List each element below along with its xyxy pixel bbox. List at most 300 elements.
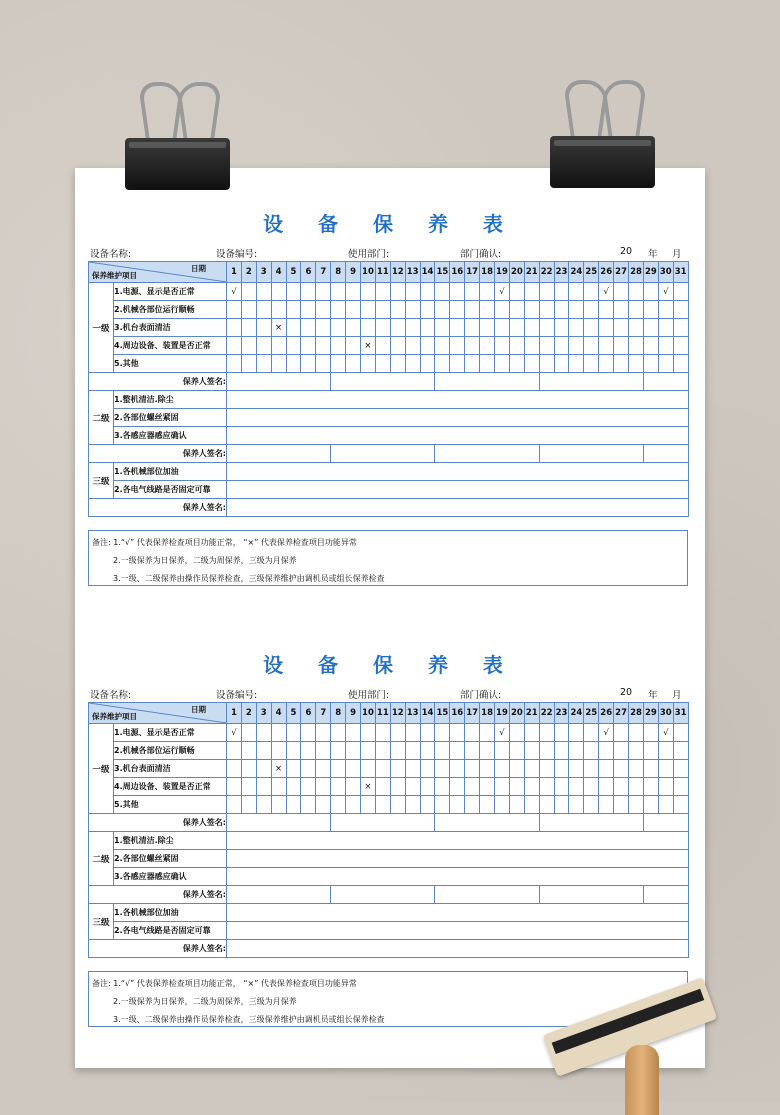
day-cell[interactable] bbox=[658, 355, 673, 373]
day-cell[interactable] bbox=[435, 724, 450, 742]
day-cell[interactable] bbox=[524, 301, 539, 319]
day-cell[interactable] bbox=[465, 283, 480, 301]
day-cell[interactable] bbox=[346, 724, 361, 742]
day-cell[interactable] bbox=[286, 337, 301, 355]
day-cell[interactable] bbox=[286, 319, 301, 337]
day-cell[interactable] bbox=[375, 724, 390, 742]
day-cell[interactable] bbox=[390, 796, 405, 814]
day-cell[interactable] bbox=[509, 301, 524, 319]
day-cell[interactable] bbox=[241, 301, 256, 319]
day-cell[interactable] bbox=[361, 796, 376, 814]
day-cell[interactable] bbox=[435, 760, 450, 778]
day-cell[interactable] bbox=[405, 301, 420, 319]
day-cell[interactable] bbox=[256, 742, 271, 760]
day-cell[interactable] bbox=[390, 760, 405, 778]
day-cell[interactable] bbox=[643, 337, 658, 355]
day-cell[interactable] bbox=[509, 724, 524, 742]
signature-cell[interactable] bbox=[227, 445, 331, 463]
day-cell[interactable] bbox=[420, 796, 435, 814]
day-cell[interactable] bbox=[539, 796, 554, 814]
day-cell[interactable] bbox=[614, 778, 629, 796]
day-cell[interactable] bbox=[301, 760, 316, 778]
day-cell[interactable] bbox=[316, 319, 331, 337]
day-cell[interactable] bbox=[629, 796, 644, 814]
day-cell[interactable] bbox=[673, 724, 688, 742]
day-cell[interactable] bbox=[241, 337, 256, 355]
day-cell[interactable] bbox=[509, 778, 524, 796]
signature-cell[interactable] bbox=[435, 814, 539, 832]
day-cell[interactable] bbox=[271, 778, 286, 796]
check-mark[interactable]: √ bbox=[227, 283, 242, 301]
day-cell[interactable] bbox=[673, 283, 688, 301]
signature-cell[interactable] bbox=[435, 886, 539, 904]
day-cell[interactable] bbox=[569, 355, 584, 373]
day-cell[interactable] bbox=[227, 301, 242, 319]
day-cell[interactable] bbox=[539, 724, 554, 742]
day-cell[interactable] bbox=[584, 778, 599, 796]
day-cell[interactable] bbox=[361, 760, 376, 778]
day-cell[interactable] bbox=[271, 742, 286, 760]
day-cell[interactable] bbox=[271, 724, 286, 742]
day-cell[interactable] bbox=[375, 301, 390, 319]
day-cell[interactable] bbox=[643, 778, 658, 796]
day-cell[interactable] bbox=[435, 301, 450, 319]
day-cell[interactable] bbox=[435, 796, 450, 814]
day-cell[interactable] bbox=[524, 283, 539, 301]
day-cell[interactable] bbox=[643, 319, 658, 337]
day-cell[interactable] bbox=[584, 301, 599, 319]
cross-mark[interactable]: × bbox=[271, 319, 286, 337]
day-cell[interactable] bbox=[480, 337, 495, 355]
cross-mark[interactable]: × bbox=[361, 778, 376, 796]
day-cell[interactable] bbox=[524, 355, 539, 373]
day-cell[interactable] bbox=[554, 355, 569, 373]
day-cell[interactable] bbox=[480, 355, 495, 373]
day-cell[interactable] bbox=[584, 724, 599, 742]
day-cell[interactable] bbox=[524, 337, 539, 355]
day-cell[interactable] bbox=[227, 337, 242, 355]
day-cell[interactable] bbox=[495, 319, 510, 337]
item-fill-cell[interactable] bbox=[227, 463, 689, 481]
signature-cell[interactable] bbox=[227, 940, 689, 958]
check-mark[interactable]: √ bbox=[495, 283, 510, 301]
day-cell[interactable] bbox=[465, 319, 480, 337]
day-cell[interactable] bbox=[524, 742, 539, 760]
day-cell[interactable] bbox=[465, 796, 480, 814]
day-cell[interactable] bbox=[271, 355, 286, 373]
item-fill-cell[interactable] bbox=[227, 868, 689, 886]
day-cell[interactable] bbox=[480, 796, 495, 814]
day-cell[interactable] bbox=[465, 742, 480, 760]
day-cell[interactable] bbox=[390, 283, 405, 301]
day-cell[interactable] bbox=[361, 724, 376, 742]
day-cell[interactable] bbox=[658, 337, 673, 355]
day-cell[interactable] bbox=[614, 796, 629, 814]
day-cell[interactable] bbox=[539, 301, 554, 319]
day-cell[interactable] bbox=[643, 742, 658, 760]
signature-cell[interactable] bbox=[331, 886, 435, 904]
day-cell[interactable] bbox=[673, 778, 688, 796]
check-mark[interactable]: √ bbox=[599, 724, 614, 742]
day-cell[interactable] bbox=[569, 796, 584, 814]
day-cell[interactable] bbox=[346, 319, 361, 337]
day-cell[interactable] bbox=[241, 355, 256, 373]
day-cell[interactable] bbox=[599, 319, 614, 337]
day-cell[interactable] bbox=[301, 355, 316, 373]
day-cell[interactable] bbox=[539, 337, 554, 355]
day-cell[interactable] bbox=[599, 301, 614, 319]
day-cell[interactable] bbox=[316, 337, 331, 355]
day-cell[interactable] bbox=[241, 778, 256, 796]
day-cell[interactable] bbox=[614, 760, 629, 778]
day-cell[interactable] bbox=[480, 742, 495, 760]
day-cell[interactable] bbox=[286, 760, 301, 778]
day-cell[interactable] bbox=[286, 283, 301, 301]
day-cell[interactable] bbox=[256, 337, 271, 355]
day-cell[interactable] bbox=[331, 724, 346, 742]
day-cell[interactable] bbox=[629, 319, 644, 337]
day-cell[interactable] bbox=[569, 778, 584, 796]
day-cell[interactable] bbox=[465, 337, 480, 355]
day-cell[interactable] bbox=[480, 301, 495, 319]
day-cell[interactable] bbox=[286, 742, 301, 760]
day-cell[interactable] bbox=[584, 742, 599, 760]
day-cell[interactable] bbox=[286, 301, 301, 319]
day-cell[interactable] bbox=[435, 319, 450, 337]
day-cell[interactable] bbox=[227, 742, 242, 760]
day-cell[interactable] bbox=[375, 337, 390, 355]
day-cell[interactable] bbox=[331, 355, 346, 373]
day-cell[interactable] bbox=[673, 337, 688, 355]
day-cell[interactable] bbox=[375, 283, 390, 301]
day-cell[interactable] bbox=[301, 319, 316, 337]
day-cell[interactable] bbox=[420, 742, 435, 760]
day-cell[interactable] bbox=[554, 796, 569, 814]
signature-cell[interactable] bbox=[643, 445, 688, 463]
day-cell[interactable] bbox=[420, 760, 435, 778]
day-cell[interactable] bbox=[480, 760, 495, 778]
day-cell[interactable] bbox=[435, 778, 450, 796]
day-cell[interactable] bbox=[569, 742, 584, 760]
signature-cell[interactable] bbox=[643, 373, 688, 391]
check-mark[interactable]: √ bbox=[658, 283, 673, 301]
day-cell[interactable] bbox=[331, 778, 346, 796]
day-cell[interactable] bbox=[316, 301, 331, 319]
day-cell[interactable] bbox=[643, 301, 658, 319]
day-cell[interactable] bbox=[286, 796, 301, 814]
day-cell[interactable] bbox=[524, 760, 539, 778]
day-cell[interactable] bbox=[509, 319, 524, 337]
day-cell[interactable] bbox=[629, 742, 644, 760]
day-cell[interactable] bbox=[673, 796, 688, 814]
check-mark[interactable]: √ bbox=[599, 283, 614, 301]
signature-cell[interactable] bbox=[331, 445, 435, 463]
day-cell[interactable] bbox=[614, 742, 629, 760]
day-cell[interactable] bbox=[643, 283, 658, 301]
item-fill-cell[interactable] bbox=[227, 922, 689, 940]
day-cell[interactable] bbox=[375, 319, 390, 337]
day-cell[interactable] bbox=[495, 355, 510, 373]
day-cell[interactable] bbox=[390, 742, 405, 760]
day-cell[interactable] bbox=[569, 724, 584, 742]
day-cell[interactable] bbox=[420, 724, 435, 742]
day-cell[interactable] bbox=[554, 760, 569, 778]
day-cell[interactable] bbox=[554, 319, 569, 337]
day-cell[interactable] bbox=[241, 796, 256, 814]
day-cell[interactable] bbox=[405, 796, 420, 814]
day-cell[interactable] bbox=[227, 760, 242, 778]
day-cell[interactable] bbox=[301, 742, 316, 760]
day-cell[interactable] bbox=[256, 778, 271, 796]
day-cell[interactable] bbox=[301, 778, 316, 796]
day-cell[interactable] bbox=[331, 301, 346, 319]
day-cell[interactable] bbox=[599, 355, 614, 373]
day-cell[interactable] bbox=[450, 778, 465, 796]
day-cell[interactable] bbox=[480, 778, 495, 796]
day-cell[interactable] bbox=[346, 760, 361, 778]
day-cell[interactable] bbox=[405, 724, 420, 742]
day-cell[interactable] bbox=[673, 742, 688, 760]
day-cell[interactable] bbox=[643, 355, 658, 373]
item-fill-cell[interactable] bbox=[227, 391, 689, 409]
day-cell[interactable] bbox=[495, 742, 510, 760]
day-cell[interactable] bbox=[539, 319, 554, 337]
day-cell[interactable] bbox=[569, 319, 584, 337]
day-cell[interactable] bbox=[554, 778, 569, 796]
day-cell[interactable] bbox=[509, 760, 524, 778]
day-cell[interactable] bbox=[495, 301, 510, 319]
day-cell[interactable] bbox=[241, 319, 256, 337]
day-cell[interactable] bbox=[495, 778, 510, 796]
day-cell[interactable] bbox=[375, 778, 390, 796]
day-cell[interactable] bbox=[673, 319, 688, 337]
day-cell[interactable] bbox=[584, 337, 599, 355]
day-cell[interactable] bbox=[658, 796, 673, 814]
day-cell[interactable] bbox=[375, 796, 390, 814]
signature-cell[interactable] bbox=[539, 814, 643, 832]
day-cell[interactable] bbox=[614, 337, 629, 355]
day-cell[interactable] bbox=[584, 283, 599, 301]
day-cell[interactable] bbox=[420, 301, 435, 319]
day-cell[interactable] bbox=[301, 337, 316, 355]
day-cell[interactable] bbox=[390, 778, 405, 796]
day-cell[interactable] bbox=[435, 355, 450, 373]
day-cell[interactable] bbox=[301, 301, 316, 319]
day-cell[interactable] bbox=[346, 796, 361, 814]
day-cell[interactable] bbox=[331, 796, 346, 814]
day-cell[interactable] bbox=[256, 319, 271, 337]
day-cell[interactable] bbox=[643, 796, 658, 814]
day-cell[interactable] bbox=[346, 301, 361, 319]
cross-mark[interactable]: × bbox=[271, 760, 286, 778]
day-cell[interactable] bbox=[450, 319, 465, 337]
day-cell[interactable] bbox=[480, 724, 495, 742]
day-cell[interactable] bbox=[658, 319, 673, 337]
day-cell[interactable] bbox=[629, 337, 644, 355]
day-cell[interactable] bbox=[569, 301, 584, 319]
day-cell[interactable] bbox=[524, 778, 539, 796]
day-cell[interactable] bbox=[614, 283, 629, 301]
day-cell[interactable] bbox=[346, 355, 361, 373]
day-cell[interactable] bbox=[271, 283, 286, 301]
day-cell[interactable] bbox=[420, 355, 435, 373]
signature-cell[interactable] bbox=[435, 373, 539, 391]
day-cell[interactable] bbox=[509, 283, 524, 301]
day-cell[interactable] bbox=[539, 355, 554, 373]
day-cell[interactable] bbox=[480, 283, 495, 301]
day-cell[interactable] bbox=[316, 778, 331, 796]
day-cell[interactable] bbox=[584, 355, 599, 373]
check-mark[interactable]: √ bbox=[227, 724, 242, 742]
day-cell[interactable] bbox=[405, 778, 420, 796]
day-cell[interactable] bbox=[599, 760, 614, 778]
day-cell[interactable] bbox=[405, 742, 420, 760]
day-cell[interactable] bbox=[420, 283, 435, 301]
day-cell[interactable] bbox=[599, 337, 614, 355]
day-cell[interactable] bbox=[450, 760, 465, 778]
signature-cell[interactable] bbox=[227, 886, 331, 904]
day-cell[interactable] bbox=[390, 301, 405, 319]
day-cell[interactable] bbox=[658, 760, 673, 778]
day-cell[interactable] bbox=[390, 337, 405, 355]
signature-cell[interactable] bbox=[539, 373, 643, 391]
day-cell[interactable] bbox=[316, 796, 331, 814]
day-cell[interactable] bbox=[450, 742, 465, 760]
item-fill-cell[interactable] bbox=[227, 904, 689, 922]
day-cell[interactable] bbox=[524, 796, 539, 814]
day-cell[interactable] bbox=[227, 355, 242, 373]
signature-cell[interactable] bbox=[539, 445, 643, 463]
day-cell[interactable] bbox=[554, 301, 569, 319]
day-cell[interactable] bbox=[241, 724, 256, 742]
day-cell[interactable] bbox=[658, 301, 673, 319]
day-cell[interactable] bbox=[420, 778, 435, 796]
day-cell[interactable] bbox=[405, 319, 420, 337]
check-mark[interactable]: √ bbox=[495, 724, 510, 742]
day-cell[interactable] bbox=[435, 337, 450, 355]
day-cell[interactable] bbox=[286, 778, 301, 796]
day-cell[interactable] bbox=[629, 760, 644, 778]
day-cell[interactable] bbox=[673, 301, 688, 319]
day-cell[interactable] bbox=[450, 724, 465, 742]
cross-mark[interactable]: × bbox=[361, 337, 376, 355]
day-cell[interactable] bbox=[256, 355, 271, 373]
day-cell[interactable] bbox=[539, 778, 554, 796]
day-cell[interactable] bbox=[256, 796, 271, 814]
day-cell[interactable] bbox=[509, 742, 524, 760]
day-cell[interactable] bbox=[495, 337, 510, 355]
day-cell[interactable] bbox=[435, 283, 450, 301]
day-cell[interactable] bbox=[420, 337, 435, 355]
day-cell[interactable] bbox=[584, 319, 599, 337]
day-cell[interactable] bbox=[241, 760, 256, 778]
day-cell[interactable] bbox=[256, 301, 271, 319]
day-cell[interactable] bbox=[539, 760, 554, 778]
day-cell[interactable] bbox=[643, 724, 658, 742]
day-cell[interactable] bbox=[227, 796, 242, 814]
day-cell[interactable] bbox=[629, 283, 644, 301]
day-cell[interactable] bbox=[256, 724, 271, 742]
day-cell[interactable] bbox=[390, 724, 405, 742]
day-cell[interactable] bbox=[390, 319, 405, 337]
day-cell[interactable] bbox=[554, 724, 569, 742]
day-cell[interactable] bbox=[256, 760, 271, 778]
day-cell[interactable] bbox=[495, 796, 510, 814]
day-cell[interactable] bbox=[361, 301, 376, 319]
signature-cell[interactable] bbox=[643, 886, 688, 904]
day-cell[interactable] bbox=[361, 283, 376, 301]
day-cell[interactable] bbox=[375, 355, 390, 373]
day-cell[interactable] bbox=[331, 283, 346, 301]
signature-cell[interactable] bbox=[643, 814, 688, 832]
day-cell[interactable] bbox=[629, 355, 644, 373]
day-cell[interactable] bbox=[524, 319, 539, 337]
day-cell[interactable] bbox=[450, 796, 465, 814]
day-cell[interactable] bbox=[271, 796, 286, 814]
item-fill-cell[interactable] bbox=[227, 481, 689, 499]
day-cell[interactable] bbox=[271, 301, 286, 319]
day-cell[interactable] bbox=[331, 742, 346, 760]
day-cell[interactable] bbox=[614, 724, 629, 742]
day-cell[interactable] bbox=[614, 319, 629, 337]
day-cell[interactable] bbox=[465, 724, 480, 742]
day-cell[interactable] bbox=[375, 742, 390, 760]
day-cell[interactable] bbox=[480, 319, 495, 337]
day-cell[interactable] bbox=[450, 355, 465, 373]
signature-cell[interactable] bbox=[227, 499, 689, 517]
day-cell[interactable] bbox=[673, 355, 688, 373]
day-cell[interactable] bbox=[465, 778, 480, 796]
day-cell[interactable] bbox=[450, 283, 465, 301]
day-cell[interactable] bbox=[554, 283, 569, 301]
day-cell[interactable] bbox=[241, 742, 256, 760]
day-cell[interactable] bbox=[331, 760, 346, 778]
day-cell[interactable] bbox=[584, 796, 599, 814]
day-cell[interactable] bbox=[524, 724, 539, 742]
day-cell[interactable] bbox=[599, 796, 614, 814]
day-cell[interactable] bbox=[450, 301, 465, 319]
day-cell[interactable] bbox=[420, 319, 435, 337]
day-cell[interactable] bbox=[375, 760, 390, 778]
signature-cell[interactable] bbox=[539, 886, 643, 904]
item-fill-cell[interactable] bbox=[227, 832, 689, 850]
day-cell[interactable] bbox=[227, 319, 242, 337]
day-cell[interactable] bbox=[629, 778, 644, 796]
day-cell[interactable] bbox=[539, 283, 554, 301]
signature-cell[interactable] bbox=[227, 373, 331, 391]
day-cell[interactable] bbox=[316, 724, 331, 742]
day-cell[interactable] bbox=[509, 355, 524, 373]
day-cell[interactable] bbox=[435, 742, 450, 760]
day-cell[interactable] bbox=[227, 778, 242, 796]
day-cell[interactable] bbox=[509, 337, 524, 355]
day-cell[interactable] bbox=[658, 742, 673, 760]
day-cell[interactable] bbox=[346, 778, 361, 796]
day-cell[interactable] bbox=[569, 337, 584, 355]
day-cell[interactable] bbox=[361, 319, 376, 337]
day-cell[interactable] bbox=[539, 742, 554, 760]
day-cell[interactable] bbox=[614, 355, 629, 373]
day-cell[interactable] bbox=[405, 355, 420, 373]
day-cell[interactable] bbox=[673, 760, 688, 778]
day-cell[interactable] bbox=[346, 283, 361, 301]
day-cell[interactable] bbox=[465, 301, 480, 319]
day-cell[interactable] bbox=[554, 742, 569, 760]
day-cell[interactable] bbox=[614, 301, 629, 319]
day-cell[interactable] bbox=[316, 760, 331, 778]
day-cell[interactable] bbox=[316, 355, 331, 373]
day-cell[interactable] bbox=[629, 724, 644, 742]
